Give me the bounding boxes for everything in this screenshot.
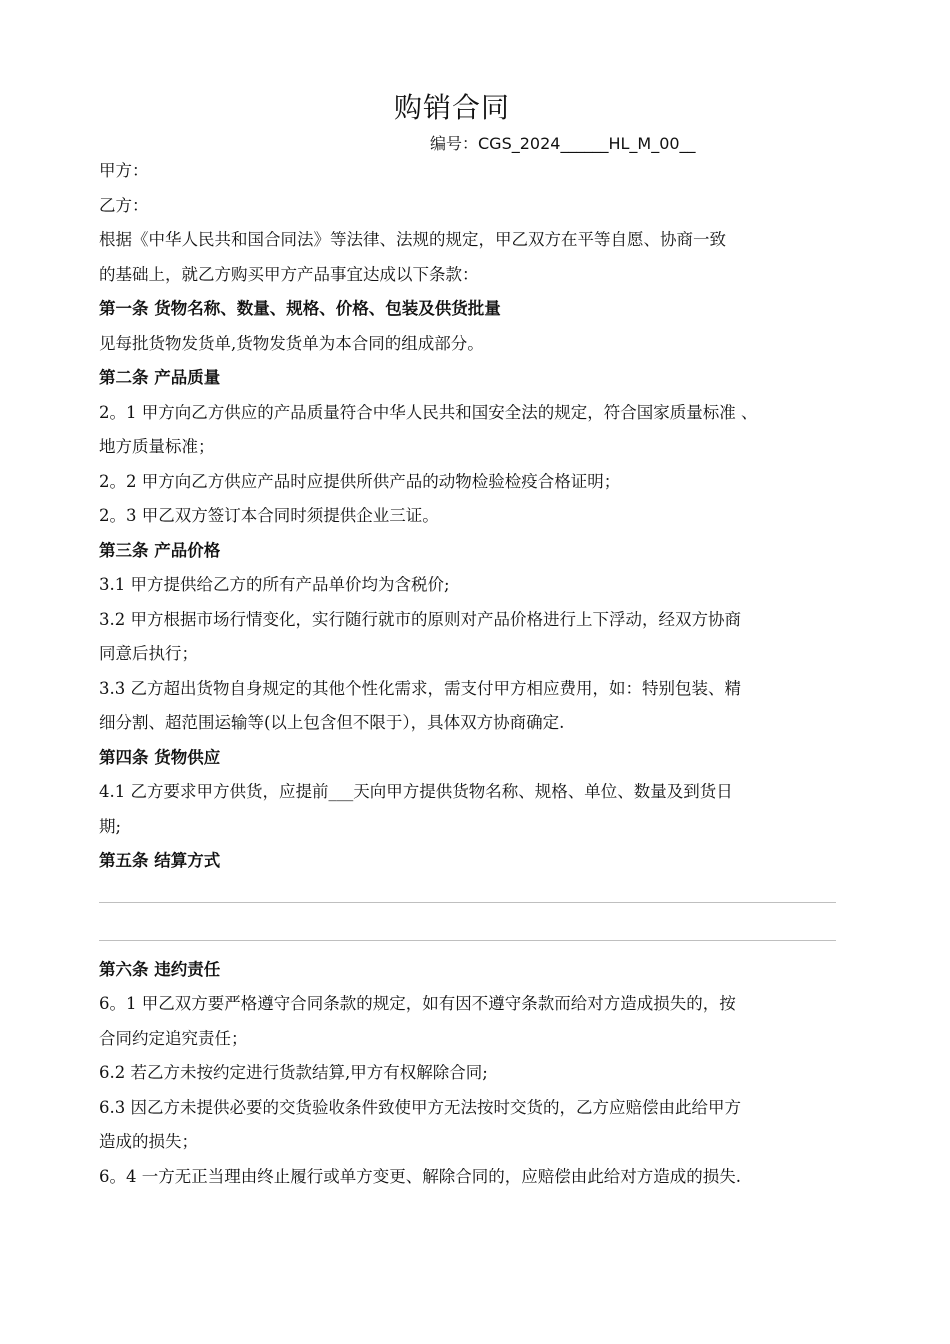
clause-6-3-line-2: 造成的损失； <box>99 1132 198 1151</box>
article-1-text: 见每批货物发货单,货物发货单为本合同的组成部分。 <box>99 333 484 353</box>
article-2-heading: 第二条 产品质量 <box>99 368 221 387</box>
article-3-heading: 第三条 产品价格 <box>99 540 221 560</box>
clause-2-1-line-1: 2。1 甲方向乙方供应的产品质量符合中华人民共和国安全法的规定，符合国家质量标准 、 <box>99 402 758 422</box>
clause-3-3-line-2: 细分割、超范围运输等(以上包含但不限于），具体双方协商确定. <box>99 713 565 732</box>
clause-6-1-line-2: 合同约定追究责任； <box>99 1028 248 1048</box>
clause-4-1-line-1: 4.1 乙方要求甲方供货，应提前___天向甲方提供货物名称、规格、单位、数量及到货日 <box>99 782 733 801</box>
clause-3-2-line-1: 3.2 甲方根据市场行情变化，实行随行就市的原则对产品价格进行上下浮动，经双方协商 <box>99 609 741 629</box>
article-4-heading: 第四条 货物供应 <box>99 747 221 767</box>
article-6-heading: 第六条 违约责任 <box>99 959 221 979</box>
clause-2-2: 2。2 甲方向乙方供应产品时应提供所供产品的动物检验检疫合格证明； <box>99 471 621 491</box>
clause-6-2: 6.2 若乙方未按约定进行货款结算,甲方有权解除合同; <box>99 1063 488 1082</box>
contract-body <box>99 154 849 1194</box>
clause-3-2-line-2: 同意后执行； <box>99 644 198 663</box>
blank-fill-line <box>99 902 836 903</box>
article-1-heading: 第一条 货物名称、数量、规格、价格、包装及供货批量 <box>99 299 501 318</box>
preamble-line-1: 根据《中华人民共和国合同法》等法律、法规的规定，甲乙双方在平等自愿、协商一致 <box>99 230 726 249</box>
clause-2-3: 2。3 甲乙双方签订本合同时须提供企业三证。 <box>99 506 439 525</box>
clause-3-3-line-1: 3.3 乙方超出货物自身规定的其他个性化需求，需支付甲方相应费用，如：特别包装、精 <box>99 678 741 698</box>
party-b-line: 乙方： <box>99 195 149 215</box>
clause-6-3-line-1: 6.3 因乙方未提供必要的交货验收条件致使甲方无法按时交货的，乙方应赔偿由此给甲方 <box>99 1097 741 1117</box>
clause-6-1-line-1: 6。1 甲乙双方要严格遵守合同条款的规定，如有因不遵守条款而给对方造成损失的，按 <box>99 994 736 1013</box>
clause-4-1-line-2: 期; <box>99 816 122 836</box>
blank-fill-line <box>99 940 836 941</box>
article-5-heading: 第五条 结算方式 <box>99 851 221 870</box>
document-number: 编号：CGS_2024______HL_M_00__ <box>430 134 696 153</box>
clause-2-1-line-2: 地方质量标准； <box>99 437 215 456</box>
clause-6-4: 6。4 一方无正当理由终止履行或单方变更、解除合同的，应赔偿由此给对方造成的损失. <box>99 1166 741 1186</box>
clause-3-1: 3.1 甲方提供给乙方的所有产品单价均为含税价; <box>99 575 450 594</box>
party-a-line: 甲方： <box>99 161 149 180</box>
document-title: 购销合同 <box>393 91 510 124</box>
preamble-line-2: 的基础上，就乙方购买甲方产品事宜达成以下条款： <box>99 264 479 284</box>
